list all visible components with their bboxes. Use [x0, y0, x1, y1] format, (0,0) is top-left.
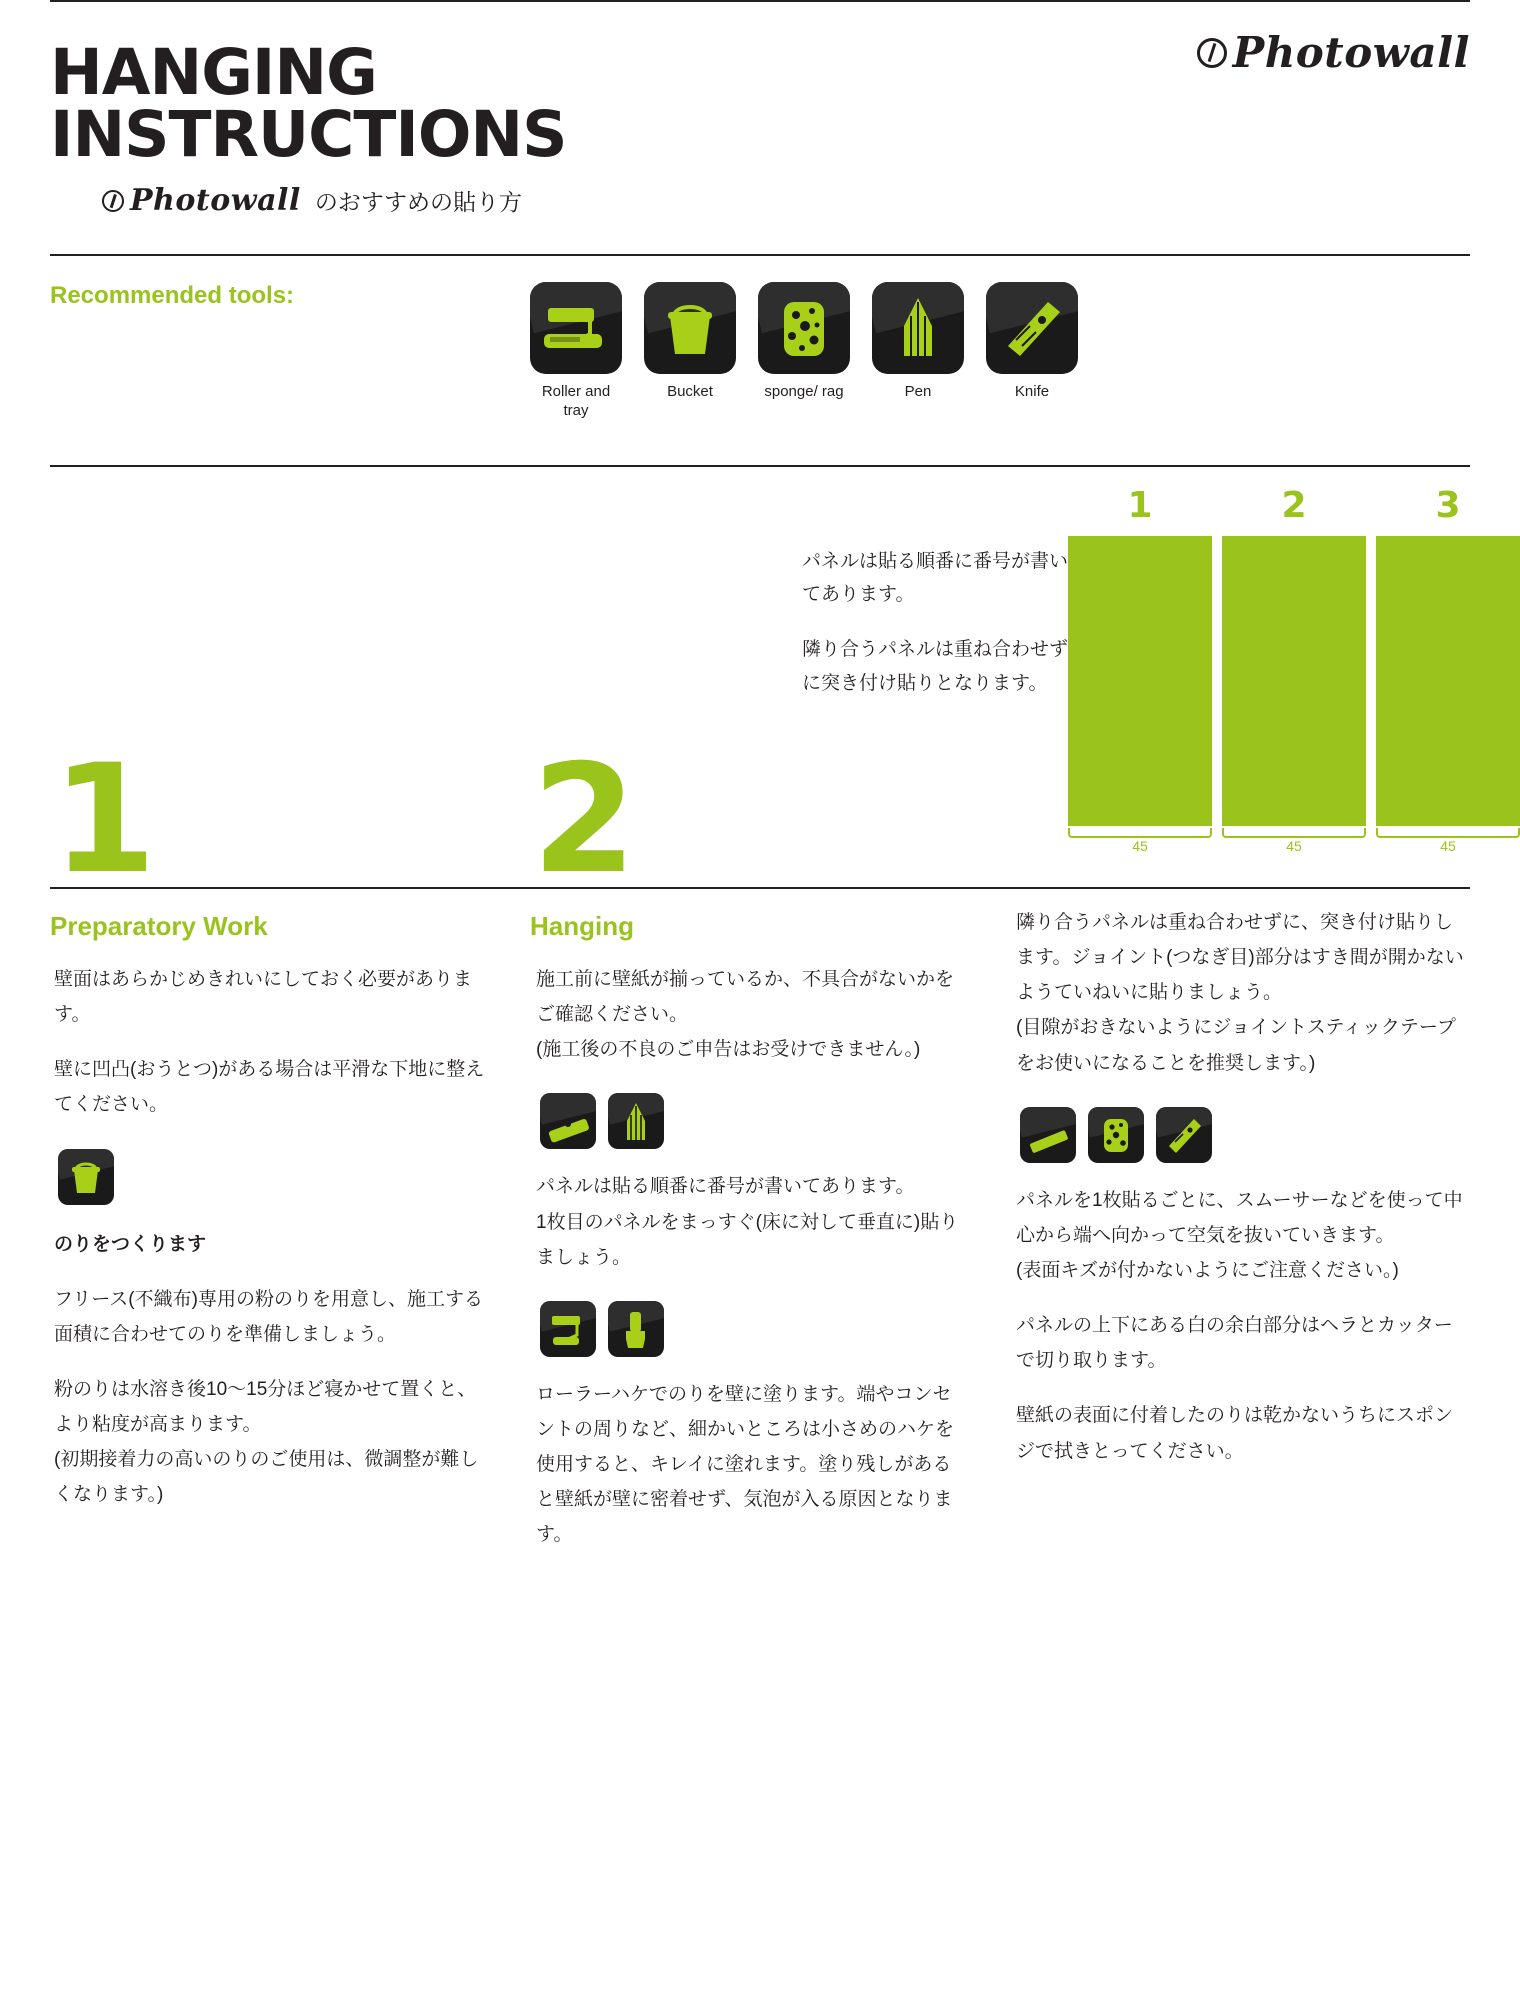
para: (目隙がおきないようにジョイントスティックテープをお使いになることを推奨します。)	[1016, 1017, 1456, 1074]
utility-knife-icon	[986, 282, 1078, 374]
panel-note-line2: 隣り合うパネルは重ね合わせずに突き付け貼りとなります。	[802, 639, 1069, 694]
tool-caption: Pen	[904, 383, 932, 401]
utility-knife-icon	[1156, 1107, 1212, 1163]
photowall-logo-inline	[102, 183, 301, 218]
tools-divider	[50, 254, 1470, 256]
pencil-icon	[872, 282, 964, 374]
para: パネルは貼る順番に番号が書いてあります。	[536, 1176, 915, 1198]
subtitle-row	[50, 183, 1470, 218]
band-inner	[50, 467, 1470, 907]
tool-caption: sponge/ rag	[764, 383, 844, 401]
panel-dimension	[1376, 828, 1520, 858]
tool-knife	[986, 282, 1078, 421]
dimension-brace-icon	[1222, 828, 1366, 838]
tool-roller-and-tray	[530, 282, 622, 421]
paint-roller-and-tray-icon	[530, 282, 622, 374]
tool-items	[530, 282, 1078, 421]
column-spacer	[1010, 895, 1470, 905]
panel-dimension	[1068, 828, 1212, 858]
photowall-logo-header	[1197, 28, 1470, 77]
para: (施工後の不良のご申告はお受けできません。)	[536, 1039, 921, 1061]
column-preparatory-work	[50, 895, 530, 1553]
preparatory-work-body	[50, 962, 490, 1513]
step-number-2: 2	[532, 732, 637, 907]
recommended-tools-label: Recommended tools:	[50, 282, 295, 310]
sponge-icon	[1088, 1107, 1144, 1163]
photowall-circle-mark-icon	[102, 190, 124, 212]
para: フリース(不織布)専用の粉のりを用意し、施工する面積に合わせてのりを準備しましょう。	[54, 1288, 483, 1345]
tool-caption: Knife	[1014, 383, 1050, 401]
prep-icons	[54, 1149, 490, 1205]
dimension-value: 45	[1286, 837, 1302, 854]
pencil-icon	[608, 1093, 664, 1149]
column-hanging	[530, 895, 1010, 1553]
sponge-rag-icon	[758, 282, 850, 374]
heading-preparatory-work: Preparatory Work	[50, 910, 268, 941]
para: パネルの上下にある白の余白部分はヘラとカッターで切り取ります。	[1016, 1315, 1453, 1372]
jointing-body	[1010, 905, 1470, 1469]
dimension-value: 45	[1132, 837, 1148, 854]
page-title-line2: INSTRUCTIONS	[50, 97, 567, 171]
tool-bucket	[644, 282, 736, 421]
hanging-body	[530, 962, 970, 1553]
hanging-icons-1	[536, 1093, 970, 1149]
tool-sponge	[758, 282, 850, 421]
level-icon	[540, 1093, 596, 1149]
panel-note-line1: パネルは貼る順番に番号が書いてあります。	[802, 550, 1069, 606]
subtitle-japanese: のおすすめの貼り方	[314, 189, 523, 216]
para: 1枚目のパネルをまっすぐ(床に対して垂直に)貼りましょう。	[536, 1211, 959, 1268]
logo-wordmark: Photowall	[1232, 28, 1470, 77]
para: (表面キズが付かないようにご注意ください。)	[1016, 1259, 1399, 1281]
page-title-line1: HANGING	[50, 36, 377, 109]
para: 壁面はあらかじめきれいにしておく必要があります。	[54, 968, 473, 1026]
panel-number: 3	[1435, 484, 1461, 526]
jointing-icons	[1016, 1107, 1470, 1163]
dimension-brace-icon	[1376, 828, 1520, 838]
brush-icon	[608, 1301, 664, 1357]
tools-row	[50, 282, 1470, 421]
header	[50, 2, 1470, 218]
columns-divider	[50, 887, 1470, 889]
dimension-value: 45	[1440, 837, 1456, 854]
para: 壁に凹凸(おうとつ)がある場合は平滑な下地に整えてください。	[54, 1059, 485, 1116]
panel-boxes	[1068, 536, 1520, 826]
panel-diagram-note	[802, 545, 1072, 722]
para: (初期接着力の高いのりのご使用は、微調整が難しくなります。)	[54, 1449, 479, 1506]
para: 粉のりは水溶き後10〜15分ほど寝かせて置くと、より粘度が高まります。	[54, 1378, 477, 1436]
panel-dimension	[1222, 828, 1366, 858]
tool-caption: Roller and tray	[541, 383, 611, 420]
heading-hanging: Hanging	[530, 910, 634, 941]
tool-caption: Bucket	[667, 383, 713, 401]
para: 壁紙の表面に付着したのりは乾かないうちにスポンジで拭きとってください。	[1016, 1405, 1454, 1462]
numbers-band	[50, 465, 1470, 907]
panel-number-row	[1068, 485, 1520, 526]
para: 隣り合うパネルは重ね合わせずに、突き付け貼りします。ジョイント(つなぎ目)部分はすき間が開かないようていねいに貼りましょう。	[1016, 911, 1464, 1004]
para: 施工前に壁紙が揃っているか、不具合がないかをご確認ください。	[536, 968, 955, 1026]
panel-number: 1	[1127, 484, 1153, 526]
prep-bold-note: のりをつくります	[54, 1233, 207, 1255]
panel-diagram	[1068, 485, 1520, 858]
bucket-icon	[58, 1149, 114, 1205]
panel-box	[1068, 536, 1212, 826]
panel-dimensions	[1068, 828, 1520, 858]
panel-number: 2	[1281, 484, 1307, 526]
logo-wordmark-inline: Photowall	[130, 183, 301, 219]
panel-box	[1376, 536, 1520, 826]
tool-pen	[872, 282, 964, 421]
para: パネルを1枚貼るごとに、スムーサーなどを使って中心から端へ向かって空気を抜いていきます。	[1016, 1189, 1463, 1246]
step-number-1: 1	[52, 732, 157, 907]
panel-box	[1222, 536, 1366, 826]
para: ローラーハケでのりを壁に塗ります。端やコンセントの周りなど、細かいところは小さめのハケを使用すると、キレイに塗れます。塗り残しがあると壁紙が壁に密着せず、気泡が入る原因となります。	[536, 1383, 955, 1546]
hanging-icons-2	[536, 1301, 970, 1357]
photowall-circle-mark-icon	[1197, 38, 1227, 68]
dimension-brace-icon	[1068, 828, 1212, 838]
bucket-icon	[644, 282, 736, 374]
column-jointing	[1010, 895, 1470, 1553]
tools-section	[50, 254, 1470, 421]
smoother-icon	[1020, 1107, 1076, 1163]
content-columns	[50, 895, 1470, 1553]
paint-roller-icon	[540, 1301, 596, 1357]
